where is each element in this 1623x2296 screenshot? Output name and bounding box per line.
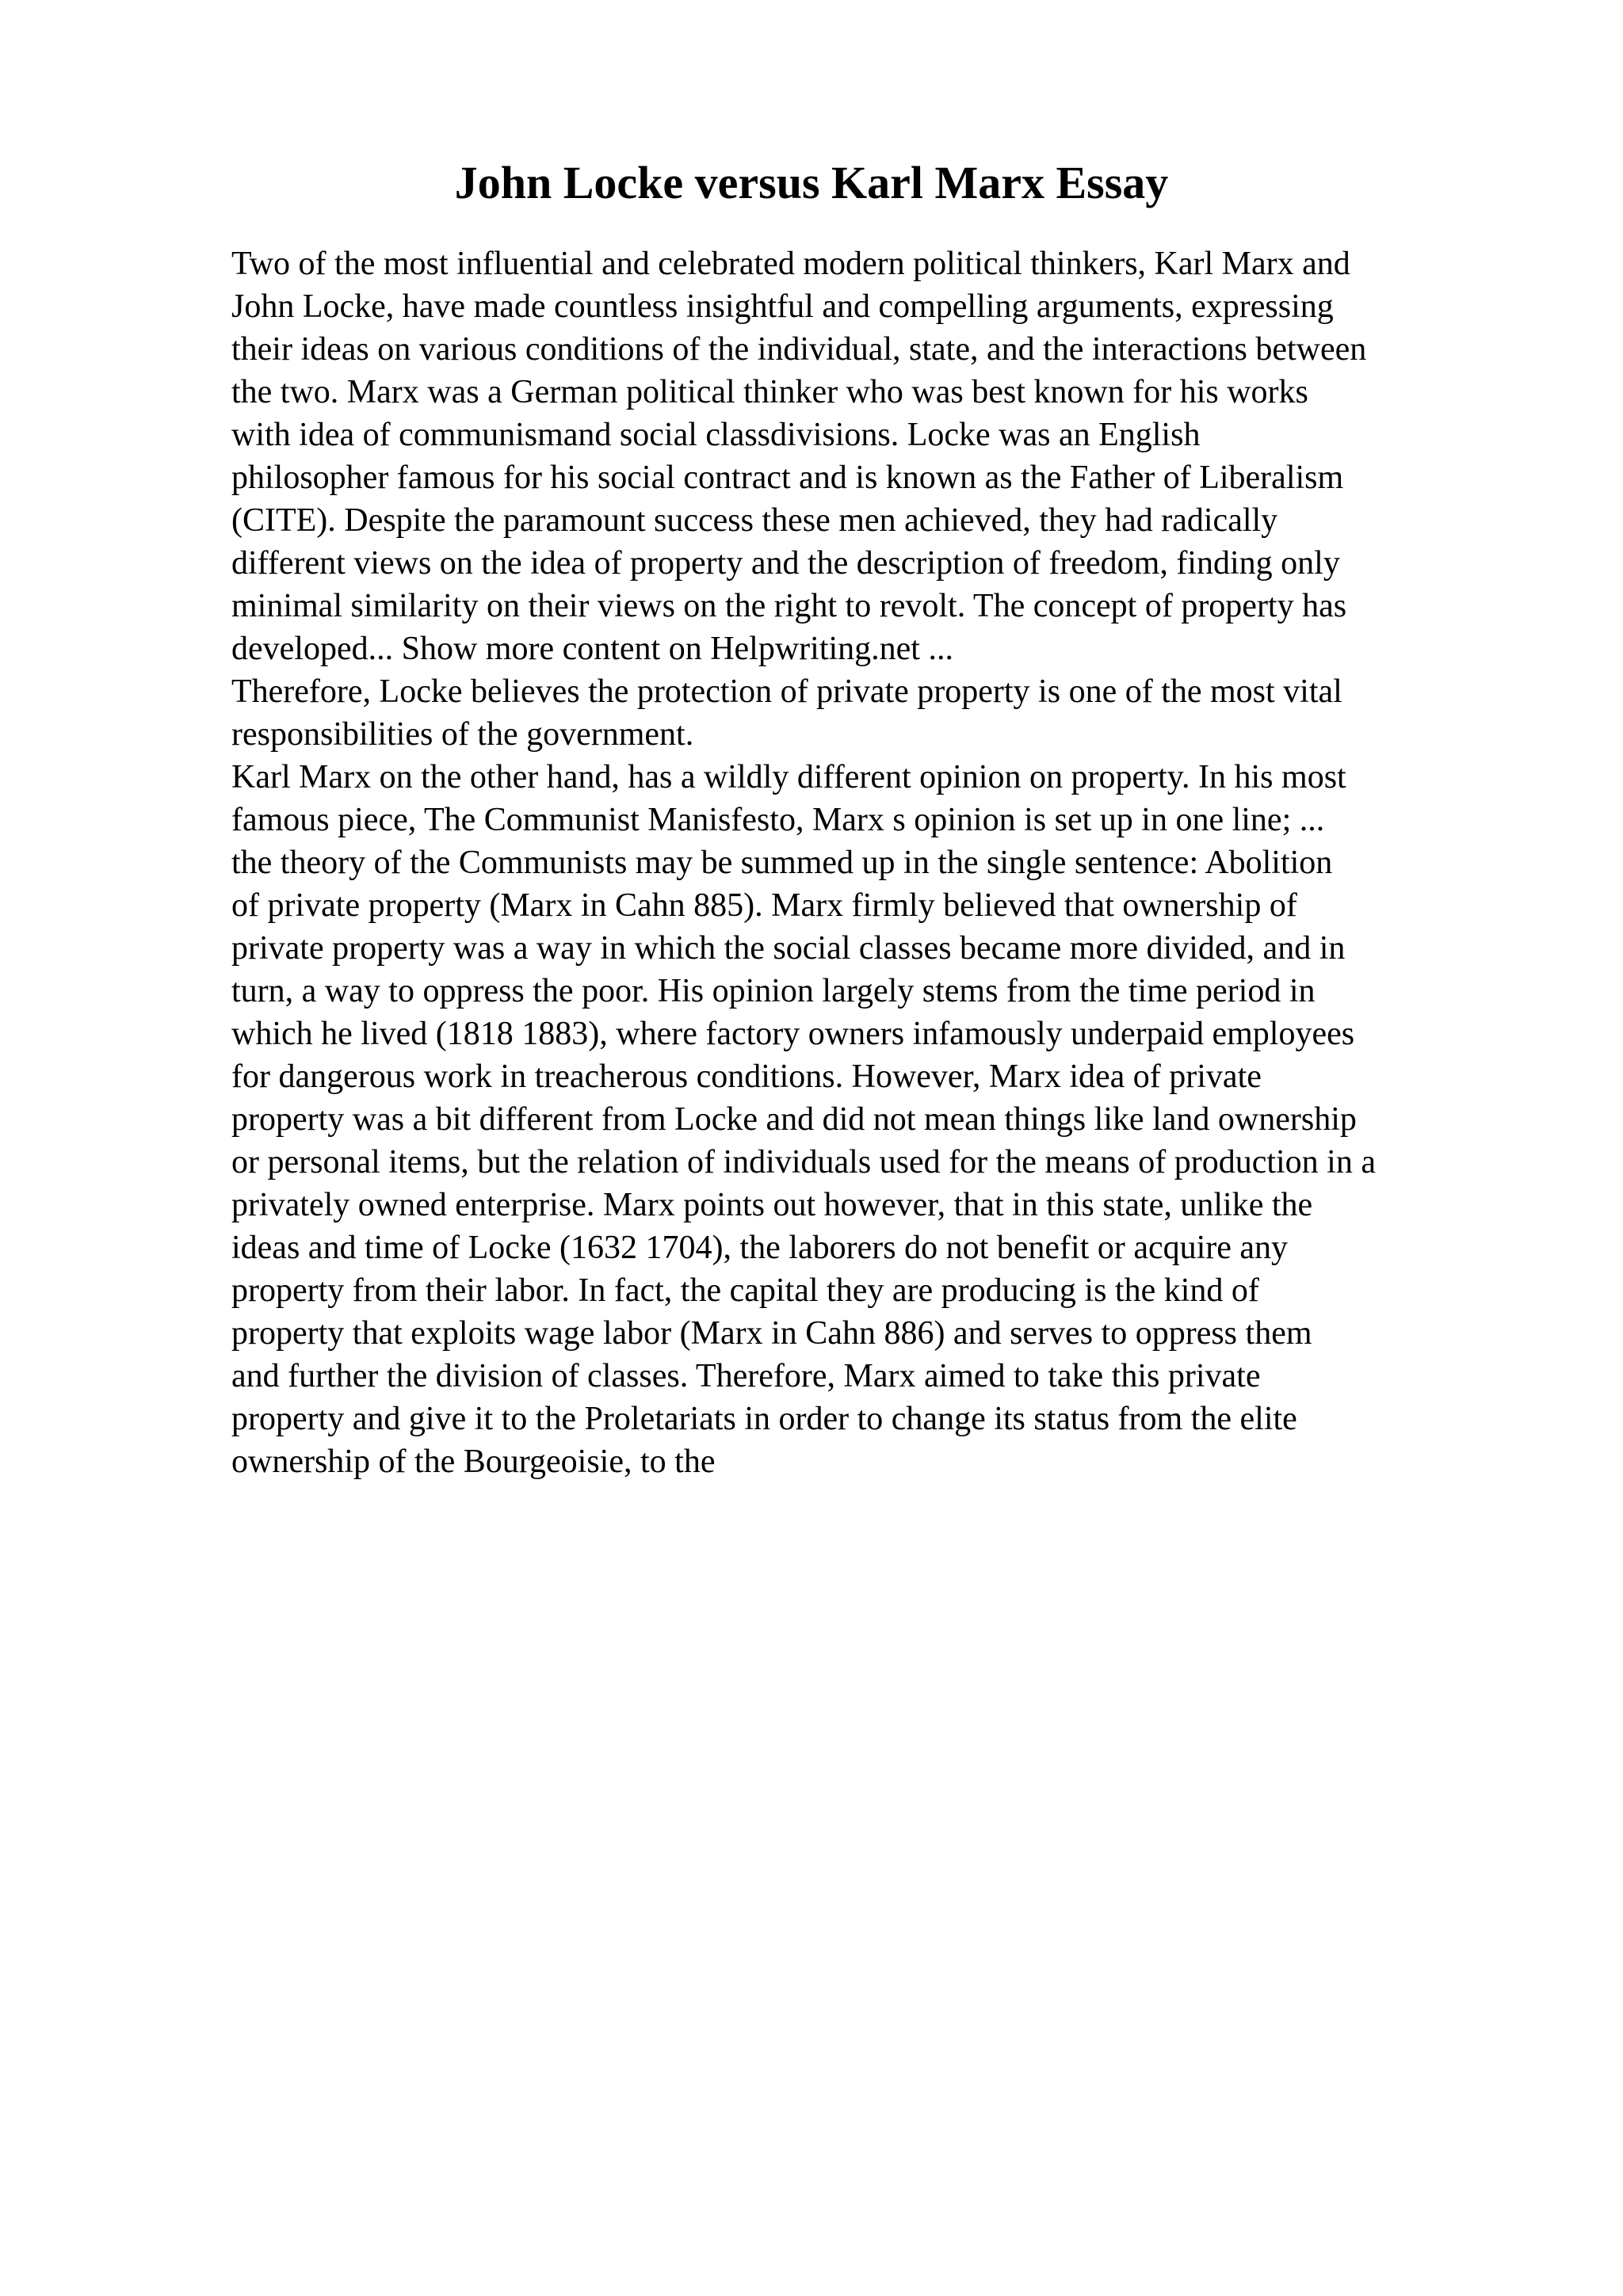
- text-line: Two of the most influential and celebrated modern political thinkers, Karl Marx and: [231, 246, 1350, 282]
- text-line: and further the division of classes. Therefore, Marx aimed to take this private: [231, 1358, 1261, 1394]
- text-line: which he lived (1818 1883), where factory owners infamously underpaid employees: [231, 1016, 1355, 1052]
- text-line: the two. Marx was a German political thinker who was best known for his works: [231, 374, 1308, 410]
- text-line: property and give it to the Proletariats in order to change its status from the elite: [231, 1401, 1297, 1437]
- text-line: John Locke, have made countless insightful and compelling arguments, expressing: [231, 288, 1334, 325]
- text-line: developed... Show more content on Helpwriting.net ...: [231, 631, 953, 667]
- document-title: John Locke versus Karl Marx Essay: [454, 157, 1169, 208]
- text-line: famous piece, The Communist Manisfesto, Marx s opinion is set up in one line; ...: [231, 802, 1325, 838]
- text-line: ideas and time of Locke (1632 1704), the laborers do not benefit or acquire any: [231, 1230, 1289, 1266]
- text-line: private property was a way in which the social classes became more divided, and in: [231, 930, 1346, 967]
- text-line: property was a bit different from Locke and did not mean things like land ownership: [231, 1101, 1357, 1138]
- text-line: minimal similarity on their views on the right to revolt. The concept of property has: [231, 588, 1347, 624]
- text-line: turn, a way to oppress the poor. His opinion largely stems from the time period in: [231, 973, 1316, 1009]
- text-line: different views on the idea of property and the description of freedom, finding only: [231, 545, 1340, 582]
- text-line: ownership of the Bourgeoisie, to the: [231, 1444, 716, 1480]
- text-line: property that exploits wage labor (Marx in Cahn 886) and serves to oppress them: [231, 1315, 1312, 1352]
- text-line: philosopher famous for his social contract and is known as the Father of Liberalism: [231, 460, 1344, 496]
- text-line: Therefore, Locke believes the protection of private property is one of the most vital: [231, 673, 1342, 710]
- text-line: the theory of the Communists may be summed up in the single sentence: Abolition: [231, 845, 1333, 881]
- text-line: Karl Marx on the other hand, has a wildly different opinion on property. In his most: [231, 759, 1346, 795]
- text-line: privately owned enterprise. Marx points out however, that in this state, unlike the: [231, 1187, 1313, 1223]
- text-line: with idea of communismand social classdivisions. Locke was an English: [231, 417, 1201, 453]
- essay-body: [231, 242, 1594, 1483]
- text-line: or personal items, but the relation of individuals used for the means of production in a: [231, 1144, 1376, 1180]
- text-line: for dangerous work in treacherous conditions. However, Marx idea of private: [231, 1058, 1262, 1095]
- text-line: (CITE). Despite the paramount success these men achieved, they had radically: [231, 502, 1278, 539]
- text-line: of private property (Marx in Cahn 885). Marx firmly believed that ownership of: [231, 887, 1297, 924]
- text-line: responsibilities of the government.: [231, 716, 694, 753]
- text-line: property from their labor. In fact, the capital they are producing is the kind of: [231, 1272, 1259, 1309]
- text-line: their ideas on various conditions of the individual, state, and the interactions between: [231, 331, 1367, 368]
